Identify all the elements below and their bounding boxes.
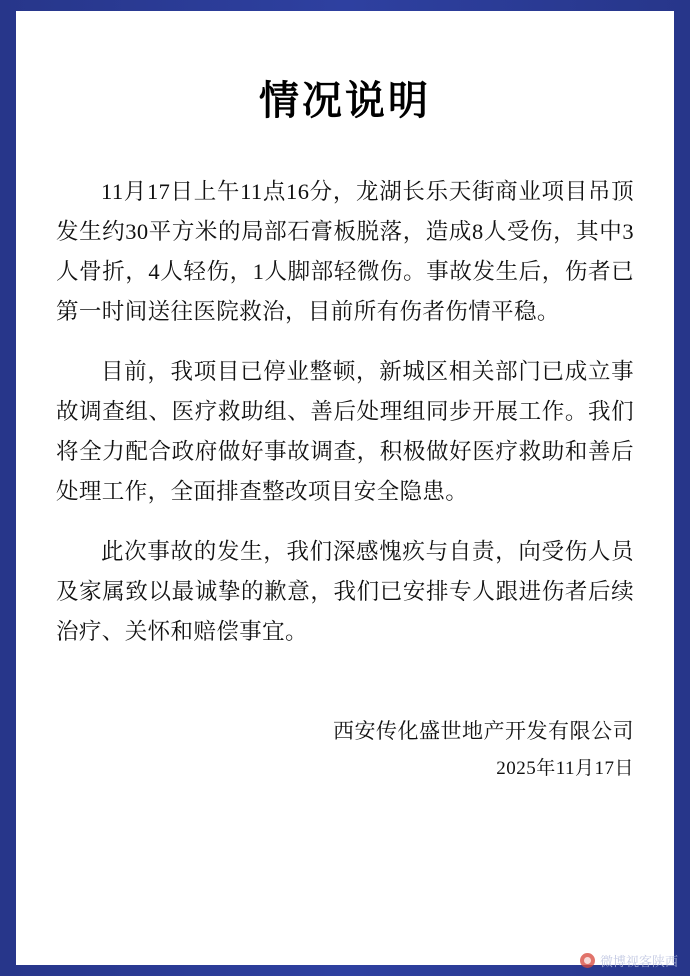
watermark-label: 微博视客陕西 [599,954,678,969]
document-paper [16,11,674,965]
document-paragraph-1: 11月17日上午11点16分，龙湖长乐天街商业项目吊顶发生约30平方米的局部石膏板脱落，造成8人受伤，其中3人骨折，4人轻伤，1人脚部轻微伤。事故发生后，伤者已第一时间送往医院救治，目前所有伤者伤情平稳。 [56,179,634,325]
weibo-logo-icon [580,953,595,968]
signature-date: 2025年11月17日 [496,758,634,780]
watermark [580,951,678,970]
signature-company: 西安传化盛世地产开发有限公司 [333,718,634,743]
page-title: 情况说明 [259,78,431,123]
document-paragraph-3: 此次事故的发生，我们深感愧疚与自责，向受伤人员及家属致以最诚挚的歉意，我们已安排专人跟进伤者后续治疗、关怀和赔偿事宜。 [56,539,634,645]
document-paragraph-2: 目前，我项目已停业整顿，新城区相关部门已成立事故调查组、医疗救助组、善后处理组同步开展工作。我们将全力配合政府做好事故调查，积极做好医疗救助和善后处理工作，全面排查整改项目安全隐患。 [56,359,634,505]
